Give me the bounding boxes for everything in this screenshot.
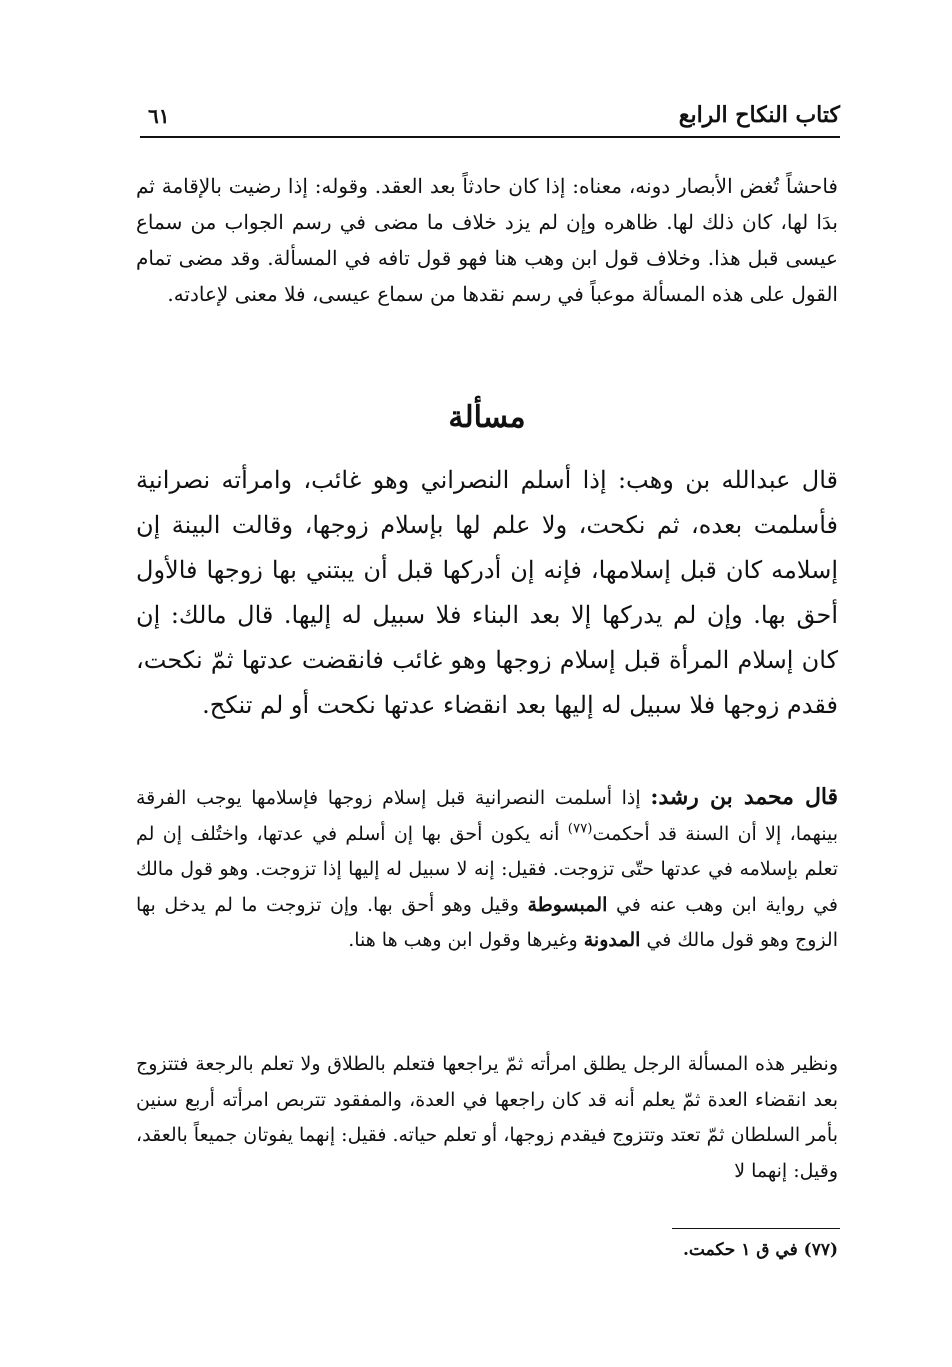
paragraph-3: [136, 780, 838, 959]
paragraph-3-text-3: وقيل وهو أحق بها. وإن تزوجت ما لم يدخل بها الزوج وهو قول مالك في: [136, 893, 838, 951]
running-header-title: كتاب النكاح الرابع: [678, 102, 840, 128]
commentary-lead: قال محمد بن رشد:: [650, 784, 838, 810]
paragraph-4: ونظير هذه المسألة الرجل يطلق امرأته ثمّ يراجعها فتعلم بالطلاق ولا تعلم بالرجعة فتتزوج بعد انقضاء العدة ثمّ يعلم أنه قد كان راجعها في العدة، والمفقود تتربص امرأته أربع سنين بأمر السلطان ثمّ تعتد وتتزوج فيقدم زوجها، أو تعلم حياته. فقيل: إنهما يفوتان جميعاً بالعقد، وقيل: إنهما لا: [136, 1053, 838, 1182]
section-heading: مسألة: [448, 400, 526, 435]
header-rule: [140, 136, 840, 138]
paragraph-2: قال عبدالله بن وهب: إذا أسلم النصراني وهو غائب، وامرأته نصرانية فأسلمت بعده، ثم نكحت، ولا علم لها بإسلام زوجها، وقالت البينة إن إسلامه كان قبل إسلامها، فإنه إن أدركها قبل أن يبتني بها زوجها فالأول أحق بها. وإن لم يدركها إلا بعد البناء فلا سبيل له إليها. قال مالك: إن كان إسلام المرأة قبل إسلام زوجها وهو غائب فانقضت عدتها ثمّ نكحت، فقدم زوجها فلا سبيل له إليها بعد انقضاء عدتها نكحت أو لم تنكح.: [136, 466, 839, 719]
page-number: ٦١: [148, 104, 170, 128]
footnote-rule: [672, 1228, 840, 1229]
book-reference-mabsuta: المبسوطة: [527, 893, 608, 916]
paragraph-3-text-1: إذا أسلمت النصرانية قبل إسلام زوجها فإسلامها يوجب الفرقة بينهما، إلا أن السنة قد أحكمت: [136, 787, 838, 845]
paragraph-3-text-4: وغيرها وقول ابن وهب ها هنا.: [348, 929, 584, 951]
running-header: [140, 100, 840, 140]
footnote-reference: (٧٧): [567, 821, 593, 837]
paragraph-1: فاحشاً تُغض الأبصار دونه، معناه: إذا كان حادثاً بعد العقد. وقوله: إذا رضيت بالإقامة ثم بدَا لها، كان ذلك لها. ظاهره وإن لم يزد خلاف ما مضى في رسم الجواب من سماع عيسى قبل هذا. وخلاف قول ابن وهب هنا فهو قول تافه في المسألة. وقد مضى تمام القول على هذه المسألة موعباً في رسم نقدها من سماع عيسى، فلا معنى لإعادته.: [136, 174, 838, 306]
book-reference-mudawwana: المدونة: [583, 929, 641, 951]
footnote: (٧٧) في ق ١ حكمت.: [682, 1240, 838, 1260]
paragraph-3-text-2: أنه يكون أحق بها إن أسلم في عدتها، واختُلف إن لم تعلم بإسلامه في عدتها حتّى تزوجت. فقيل: إنه لا سبيل له إليها إذا تزوجت. وهو قول مالك في رواية ابن وهب عنه في: [136, 822, 838, 916]
